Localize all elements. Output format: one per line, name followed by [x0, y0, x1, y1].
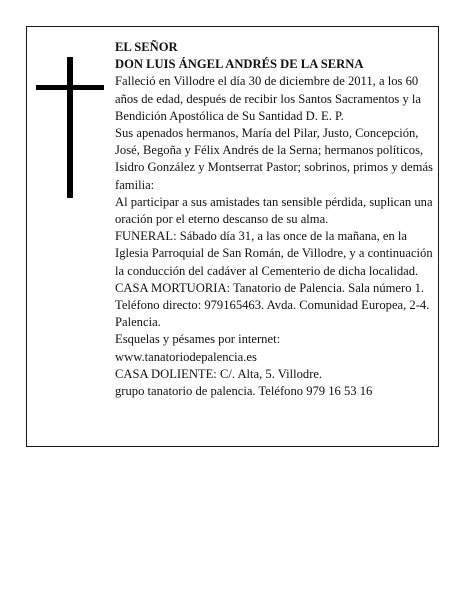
- internet-condolences: Esquelas y pésames por internet:: [115, 332, 281, 347]
- funeral-info: FUNERAL: Sábado día 31, a las once de la mañana, en la Iglesia Parroquial de San Román, de Villodre, y a continuación la conducción del cadáver al Cementerio de dicha localidad.: [115, 229, 433, 278]
- mourning-house: CASA DOLIENTE: C/. Alta, 5. Villodre.: [115, 366, 323, 381]
- mortuary-info: CASA MORTUORIA: Tanatorio de Palencia. Sala número 1. Teléfono directo: 979165463. Avda. Comunidad Europea, 2-4. Palencia.: [115, 280, 430, 330]
- death-announcement: Falleció en Villodre el día 30 de diciembre de 2011, a los 60 años de edad, después de recibir los Santos Sacramentos y la Bendición Apostólica de Su Santidad D. E. P.: [115, 74, 422, 123]
- cross-icon: [67, 57, 73, 198]
- website-link[interactable]: www.tanatoriodepalencia.es: [115, 349, 257, 364]
- notice-header: EL SEÑOR: [115, 40, 178, 54]
- funeral-group-contact: grupo tanatorio de palencia. Teléfono 979 16 53 16: [115, 384, 373, 399]
- notice-text: [115, 39, 433, 400]
- obituary-notice: [26, 26, 439, 447]
- prayer-request: Al participar a sus amistades tan sensible pérdida, suplican una oración por el eterno descanso de su alma.: [115, 194, 433, 227]
- deceased-name: DON LUIS ÁNGEL ANDRÉS DE LA SERNA: [115, 57, 364, 72]
- family-list: Sus apenados hermanos, María del Pilar, Justo, Concepción, José, Begoña y Félix Andrés de la Serna; hermanos políticos, Isidro González y Montserrat Pastor; sobrinos, primos y demás familia:: [115, 126, 433, 192]
- cross-icon-bar: [36, 85, 104, 90]
